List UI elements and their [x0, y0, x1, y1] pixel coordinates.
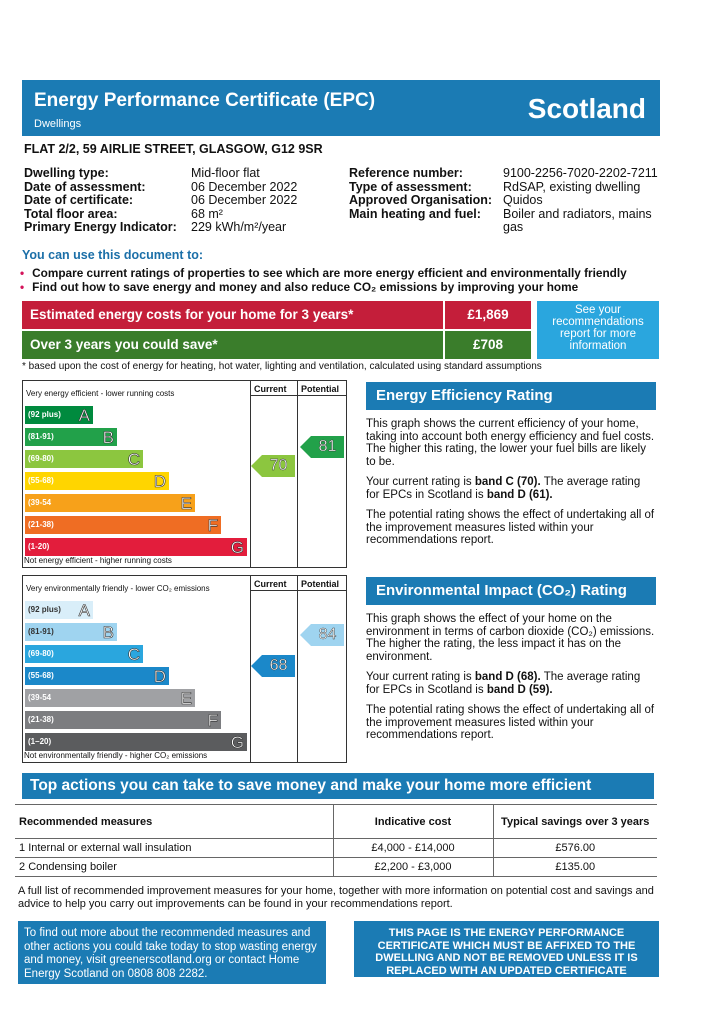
rating-band-e: (39-54 E — [25, 689, 195, 707]
info-label: Total floor area: — [24, 206, 118, 221]
col-current: Current — [254, 579, 287, 589]
info-label: Date of assessment: — [24, 179, 146, 194]
actions-note: A full list of recommended improvement measures for your home, together with more information on potential cost and savings and advice to help you carry out improvements can be found in your recommendations report. — [18, 885, 654, 910]
chart-top-label: Very energy efficient - lower running costs — [26, 389, 175, 398]
dwelling-info-left — [24, 167, 297, 235]
energy-efficiency-panel — [366, 382, 656, 547]
rating-band-g: (1-20) G — [25, 538, 247, 556]
info-value: gas — [503, 220, 524, 234]
info-value: Quidos — [503, 193, 543, 207]
header-region: Scotland — [527, 93, 646, 124]
info-label: Type of assessment: — [349, 179, 472, 194]
chart-top-label: Very environmentally friendly - lower CO₂ emissions — [26, 584, 210, 593]
info-value: Boiler and radiators, mains — [503, 206, 652, 221]
info-label: Date of certificate: — [24, 193, 134, 207]
col-current: Current — [254, 384, 287, 394]
estimated-costs-value: £1,869 — [445, 301, 531, 329]
table-header: Indicative cost — [333, 805, 493, 839]
info-value: 68 m² — [191, 206, 223, 221]
info-value: 06 December 2022 — [191, 193, 298, 207]
rating-band-f: (21-38) F — [25, 711, 221, 729]
header-subtitle: Dwellings — [34, 118, 82, 130]
footer-notice: THIS PAGE IS THE ENERGY PERFORMANCE CERTIFICATE WHICH MUST BE AFFIXED TO THE DWELLING AND NOT BE REMOVED UNLESS IT IS REPLACED WITH AN UPDATED CERTIFICATE — [354, 921, 659, 977]
environmental-impact-chart — [22, 575, 347, 763]
panel-title: Energy Efficiency Rating — [366, 382, 656, 410]
chart-bottom-label: Not energy efficient - higher running costs — [24, 556, 172, 565]
rating-band-c: (69-80) C — [25, 645, 143, 663]
info-label: Reference number: — [349, 166, 463, 180]
table-row: 2 Condensing boiler £2,200 - £3,000 £135.00 — [15, 858, 657, 877]
rating-band-e: (39-54 E — [25, 494, 195, 512]
info-value: Mid-floor flat — [191, 166, 260, 180]
col-potential: Potential — [301, 384, 340, 394]
info-label: Primary Energy Indicator: — [24, 220, 177, 234]
panel-rating-text: Your current rating is band C (70). The average rating for EPCs in Scotland is band D (61). — [366, 476, 641, 501]
cost-note: * based upon the cost of energy for heating, hot water, lighting and ventilation, calculated using standard assumptions — [22, 361, 542, 372]
estimated-costs-label: Estimated energy costs for your home for 3 years* — [22, 301, 443, 329]
table-header: Recommended measures — [15, 805, 333, 839]
bullet-item: • Compare current ratings of properties to see which are more energy efficient and environmentally friendly — [20, 266, 627, 280]
info-value: 229 kWh/m²/year — [191, 220, 287, 234]
rating-band-g: (1–20) G — [25, 733, 247, 751]
panel-text: This graph shows the effect of your home on the environment in terms of carbon dioxide (CO₂) emissions. The higher the rating, the less impact it has on the environment. — [366, 613, 655, 663]
current-rating-arrow: 68 — [262, 655, 295, 677]
info-value: 9100-2256-7020-2202-7211 — [503, 166, 658, 180]
header-title: Energy Performance Certificate (EPC) — [34, 90, 376, 111]
rating-band-a: (92 plus) A — [25, 406, 93, 424]
table-row: 1 Internal or external wall insulation £4,000 - £14,000 £576.00 — [15, 839, 657, 858]
energy-efficiency-chart — [22, 380, 347, 568]
potential-rating-arrow: 84 — [311, 624, 344, 646]
rating-band-d: (55-68) D — [25, 667, 169, 685]
rating-band-f: (21-38) F — [25, 516, 221, 534]
use-heading: You can use this document to: — [22, 248, 204, 262]
use-bullets — [20, 266, 627, 294]
environmental-impact-panel — [366, 577, 656, 742]
panel-rating-text: Your current rating is band D (68). The average rating for EPCs in Scotland is band D (59). — [366, 671, 641, 696]
panel-text: This graph shows the current efficiency of your home, taking into account both energy efficiency and fuel costs. The higher this rating, the lower your fuel bills are likely to be. — [366, 418, 655, 468]
panel-text: The potential rating shows the effect of undertaking all of the improvement measures listed within your recommendations report. — [366, 509, 655, 546]
chart-bottom-label: Not environmentally friendly - higher CO₂ emissions — [24, 751, 208, 760]
current-rating-arrow: 70 — [262, 455, 295, 477]
info-label: Approved Organisation: — [349, 193, 493, 207]
property-address: FLAT 2/2, 59 AIRLIE STREET, GLASGOW, G12 9SR — [24, 142, 323, 156]
info-value: 06 December 2022 — [191, 179, 298, 194]
info-label: Main heating and fuel: — [349, 206, 481, 221]
epc-header — [22, 80, 660, 136]
dwelling-info-right — [349, 167, 658, 235]
savings-label: Over 3 years you could save* — [22, 331, 443, 359]
col-potential: Potential — [301, 579, 340, 589]
info-label: Dwelling type: — [24, 166, 109, 180]
table-header: Typical savings over 3 years — [493, 805, 657, 839]
bullet-item: • Find out how to save energy and money and also reduce CO₂ emissions by improving your home — [20, 280, 627, 294]
rating-band-a: (92 plus) A — [25, 601, 93, 619]
savings-value: £708 — [445, 331, 531, 359]
potential-rating-arrow: 81 — [311, 436, 344, 458]
info-value: RdSAP, existing dwelling — [503, 179, 641, 194]
panel-title: Environmental Impact (CO₂) Rating — [366, 577, 656, 605]
actions-table — [15, 804, 657, 877]
rating-band-b: (81-91) B — [25, 623, 117, 641]
see-recommendations-link[interactable]: See your recommendations report for more information — [537, 301, 659, 359]
rating-band-b: (81-91) B — [25, 428, 117, 446]
footer-info: To find out more about the recommended measures and other actions you could take today to stop wasting energy and money, visit greenerscotland.org or contact Home Energy Scotland on 0808 808 2282. — [18, 921, 326, 984]
panel-text: The potential rating shows the effect of undertaking all of the improvement measures listed within your recommendations report. — [366, 704, 655, 741]
actions-title: Top actions you can take to save money and make your home more efficient — [22, 773, 654, 799]
rating-band-c: (69-80) C — [25, 450, 143, 468]
rating-band-d: (55-68) D — [25, 472, 169, 490]
